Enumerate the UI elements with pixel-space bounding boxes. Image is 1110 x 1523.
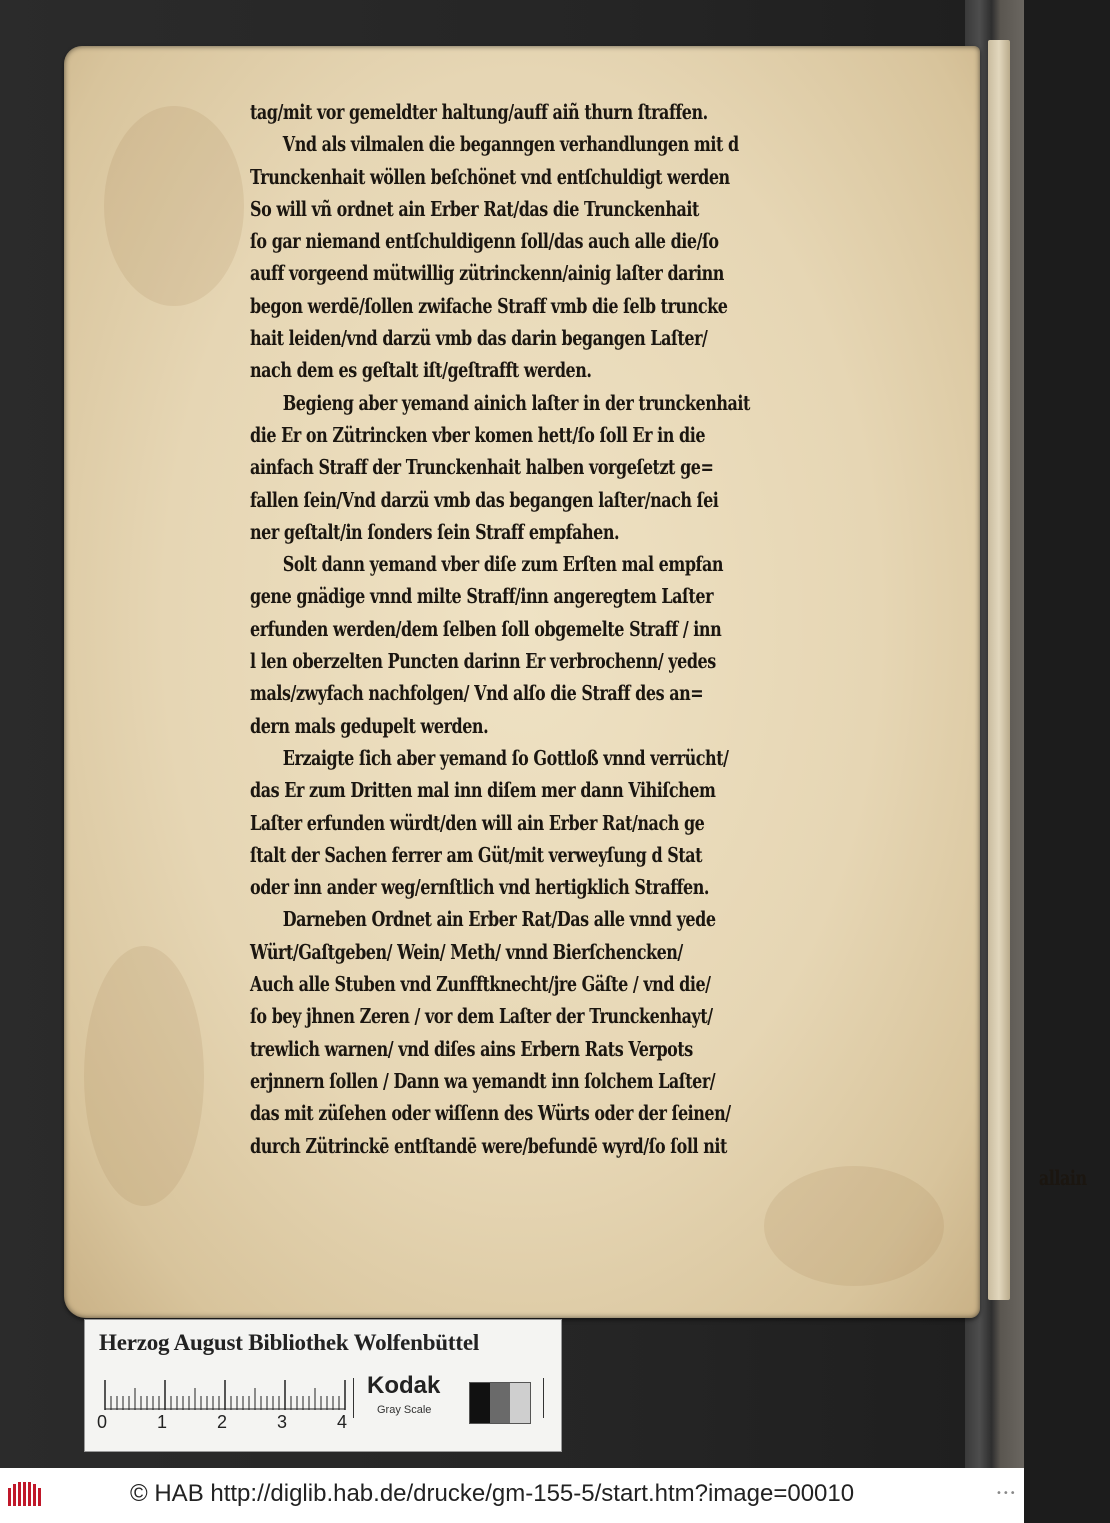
color-reference-card: [84, 1319, 562, 1452]
text-line: erfunden werden/dem ſelben ſoll obgemelte Straff / inn: [250, 616, 722, 641]
gray-patch-light: [510, 1383, 530, 1423]
text-line: Vnd als vilmalen die beganngen verhandlungen mit d: [282, 132, 739, 157]
text-line: Laſter erfunden würdt/den will ain Erber Rat/nach ge: [250, 810, 705, 835]
text-line: ſo gar niemand entſchuldigenn ſoll/das auch alle die/ſo: [250, 229, 719, 254]
text-line: Solt dann yemand vber diſe zum Erſten mal empfan: [282, 552, 724, 577]
paper-stain: [104, 106, 244, 306]
text-line: durch Zütrinckē entſtandē were/befundē wyrd/ſo ſoll nit: [250, 1133, 727, 1158]
ruler-number: 1: [157, 1412, 168, 1432]
copyright-link[interactable]: © HAB http://diglib.hab.de/drucke/gm-155-5/start.htm?image=00010: [130, 1480, 855, 1507]
next-page-edge: [988, 40, 1010, 1300]
gray-patch-mid: [490, 1383, 510, 1423]
text-line: auff vorgeend mütwillig zütrinckenn/ainig laſter darinn: [250, 261, 724, 286]
text-line: Auch alle Stuben vnd Zunfftknecht/jre Gäſte / vnd die/: [250, 972, 711, 997]
ruler-numbers: [97, 1412, 367, 1438]
text-line: ſtalt der Sachen ferrer am Güt/mit verweyſung d Stat: [250, 842, 703, 867]
gray-patch-black: [470, 1383, 490, 1423]
text-line: begon werdē/ſollen zwifache Straff vmb die ſelb truncke: [250, 293, 728, 318]
kodak-brand: Kodak: [367, 1372, 441, 1399]
text-line: hait leiden/vnd darzü vmb das darin begangen Laſter/: [250, 326, 708, 351]
ruler-number: 2: [217, 1412, 228, 1432]
printed-text-block: [250, 96, 1087, 1194]
ruler-number: 0: [97, 1412, 108, 1432]
text-line: gene gnädige vnnd milte Straff/inn angeregtem Laſter: [250, 584, 714, 609]
text-line: fallen ſein/Vnd darzü vmb das begangen laſter/nach ſei: [250, 487, 719, 512]
ruler-number: 3: [277, 1412, 288, 1432]
paper-stain: [84, 946, 204, 1206]
text-line: Trunckenhait wöllen beſchönet vnd entſchuldigt werden: [250, 164, 730, 189]
hab-logo-icon[interactable]: [6, 1478, 42, 1512]
card-divider: [353, 1378, 354, 1418]
text-line: ainfach Straff der Trunckenhait halben vorgeſetzt ge=: [250, 455, 714, 480]
text-line: tag/mit vor gemeldter haltung/auff aiñ thurn ſtraffen.: [250, 100, 708, 124]
library-name: Herzog August Bibliothek Wolfenbüttel: [99, 1330, 480, 1355]
catchword: allain: [1038, 1165, 1087, 1190]
text-line: erjnnern ſollen / Dann wa yemandt inn ſolchem Laſter/: [250, 1068, 716, 1093]
text-line: Erzaigte ſich aber yemand ſo Gottloß vnnd verrücht/: [282, 745, 729, 770]
text-line: So will vñ ordnet ain Erber Rat/das die Trunckenhait: [250, 196, 699, 221]
footer-bar: [0, 1468, 1024, 1523]
text-line: mals/zwyfach nachfolgen/ Vnd alſo die Straff des an=: [250, 681, 704, 706]
text-line: die Er on Zütrincken vber komen hett/ſo ſoll Er in die: [250, 422, 706, 447]
text-line: nach dem es geſtalt iſt/geſtrafft werden.: [250, 358, 592, 383]
card-divider: [543, 1378, 544, 1418]
text-line: l len oberzelten Puncten darinn Er verbrochenn/ yedes: [250, 649, 716, 674]
text-line: das mit züſehen oder wiſſenn des Würts oder der ſeinen/: [250, 1101, 731, 1126]
ruler-scale: [103, 1376, 353, 1410]
more-options-icon[interactable]: •••: [996, 1488, 1017, 1499]
gray-scale-patches: [469, 1382, 531, 1424]
text-line: das Er zum Dritten mal inn diſem mer dann Vihiſchem: [250, 778, 716, 803]
text-line: oder inn ander weg/ernſtlich vnd hertigklich Straffen.: [250, 875, 710, 900]
text-line: Begieng aber yemand ainich laſter in der trunckenhait: [282, 390, 750, 415]
text-line: dern mals gedupelt werden.: [250, 713, 489, 738]
text-line: Darneben Ordnet ain Erber Rat/Das alle vnnd yede: [282, 907, 716, 932]
text-line: ner geſtalt/in ſonders ſein Straff empfahen.: [250, 519, 620, 544]
text-line: ſo bey jhnen Zeren / vor dem Laſter der Trunckenhayt/: [250, 1004, 713, 1029]
text-line: trewlich warnen/ vnd diſes ains Erbern Rats Verpots: [250, 1036, 693, 1061]
text-line: Würt/Gaſtgeben/ Wein/ Meth/ vnnd Bierſchencken/: [250, 939, 683, 964]
ruler-number: 4: [337, 1412, 348, 1432]
gray-scale-label: Gray Scale: [377, 1404, 432, 1416]
